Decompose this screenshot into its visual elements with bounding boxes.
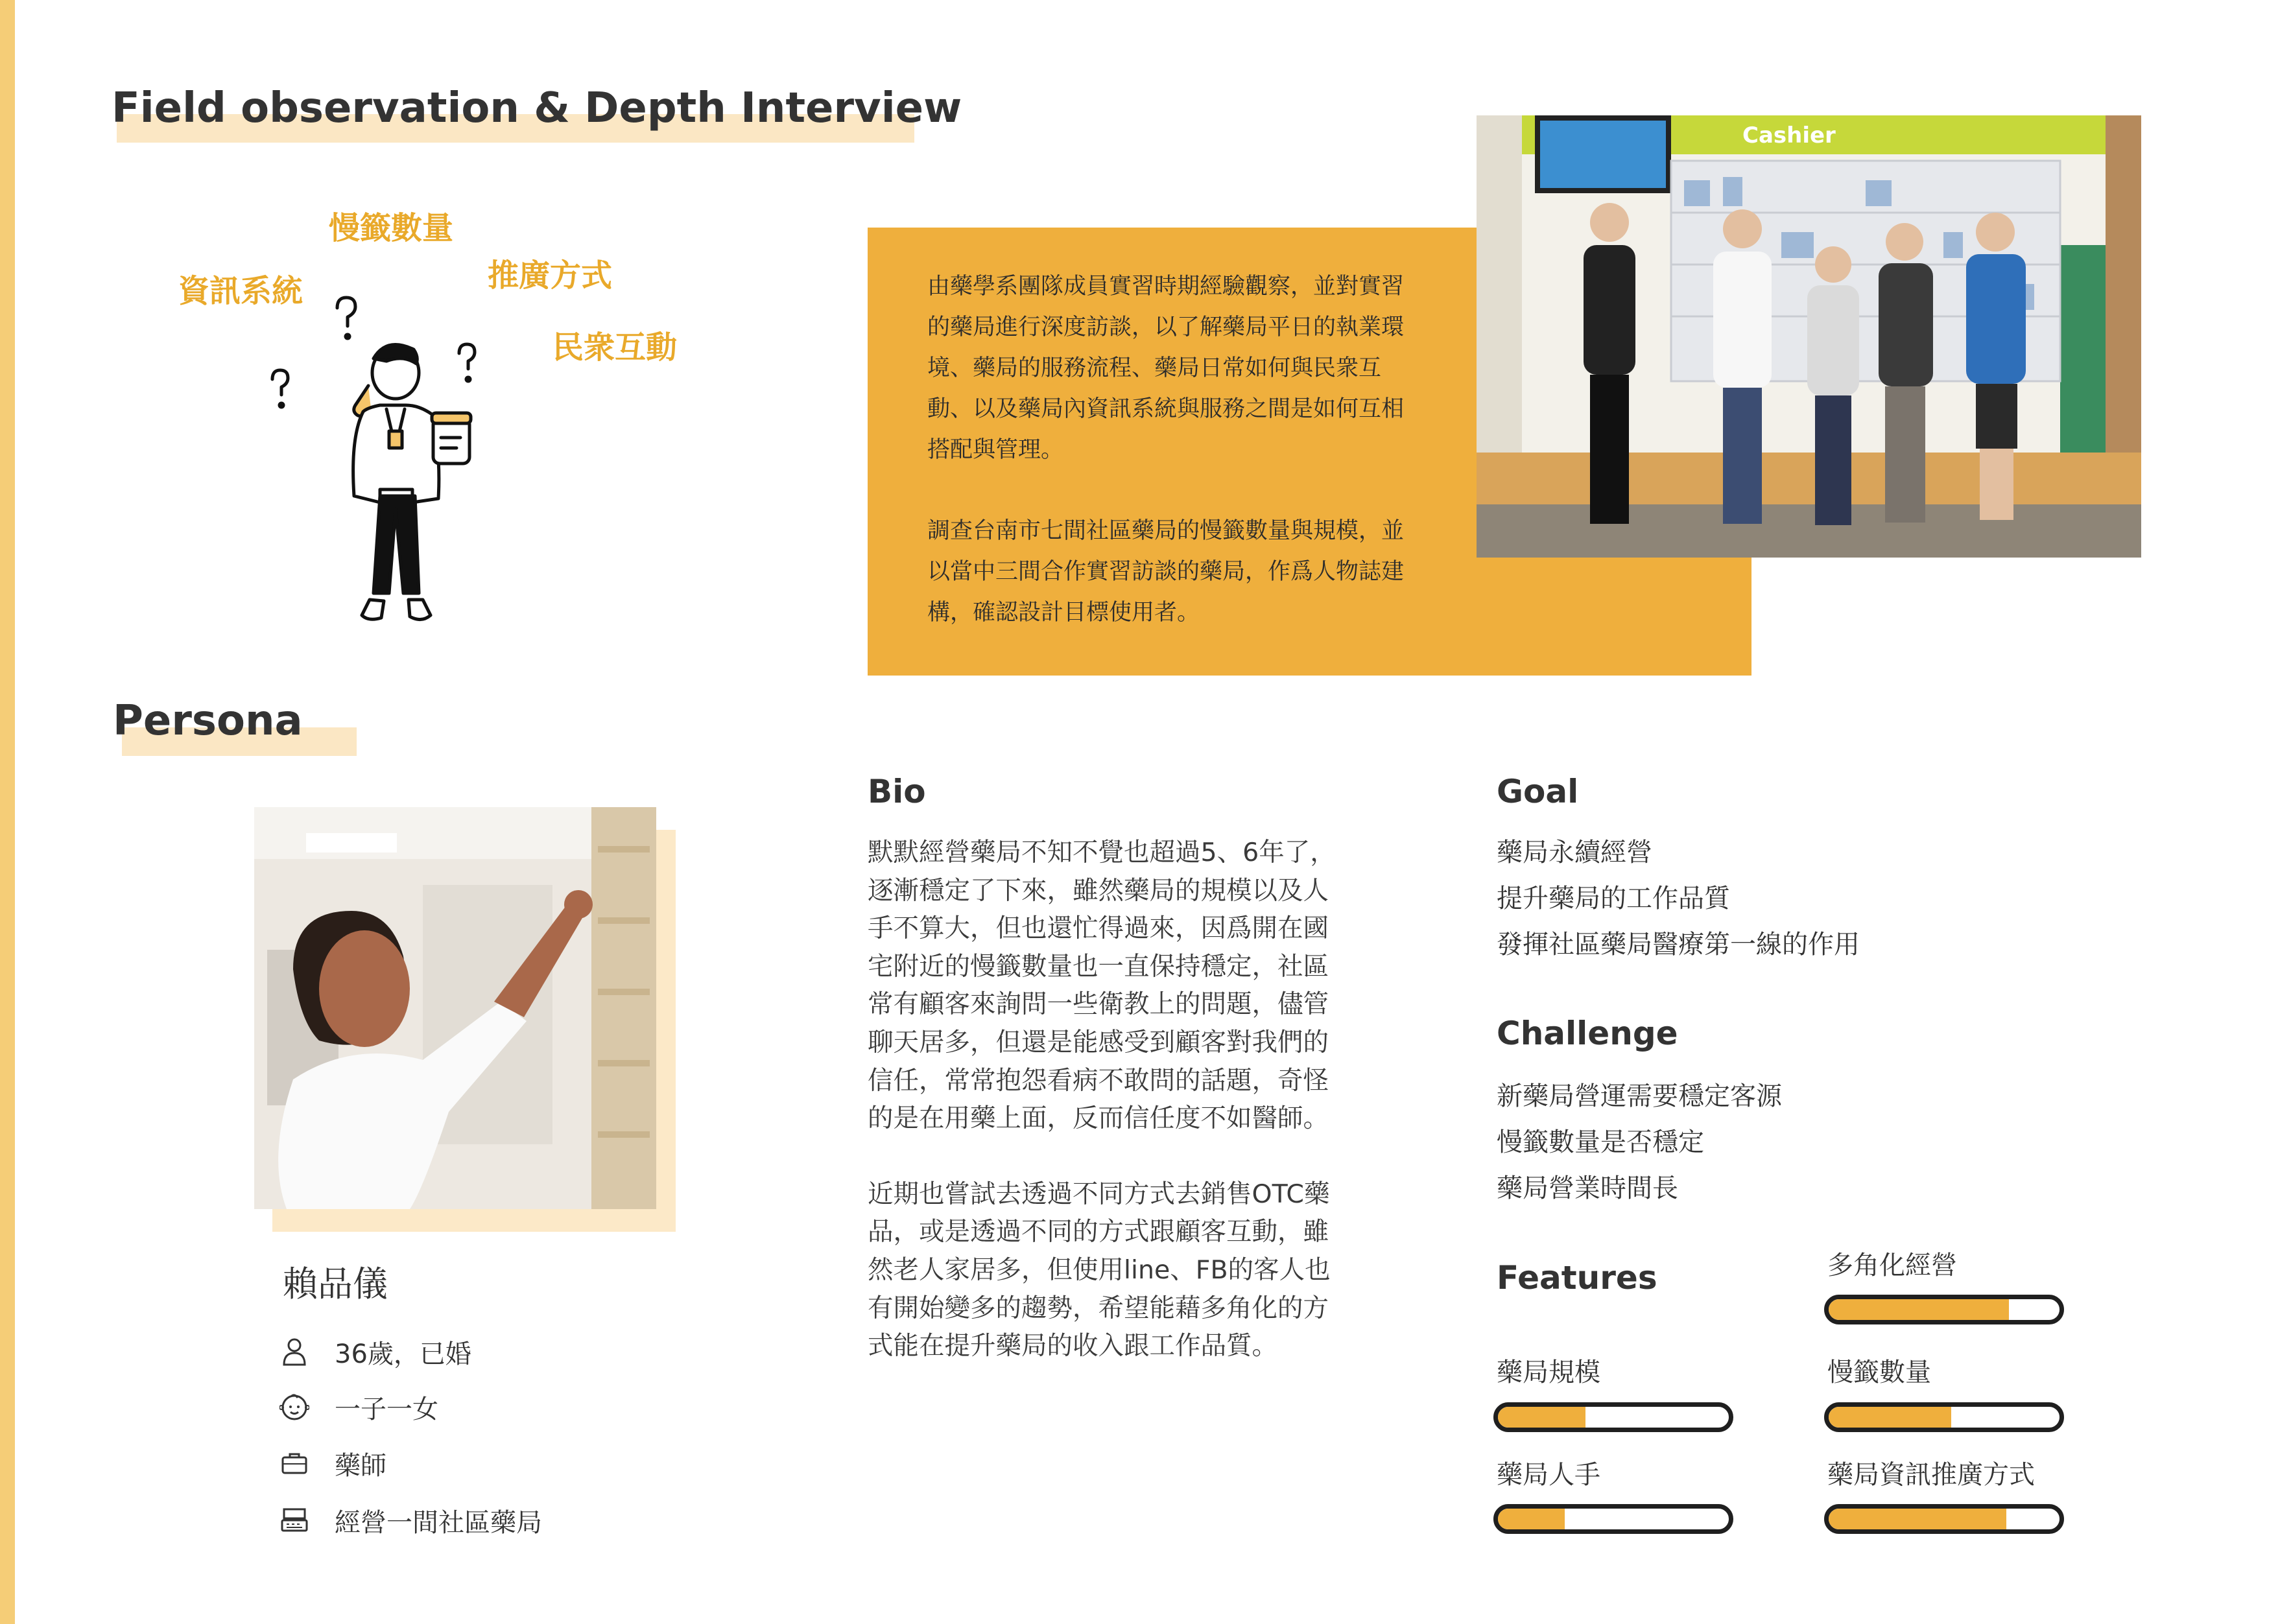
left-accent-stripe: [0, 0, 15, 1624]
challenge-list: [1497, 1074, 1782, 1212]
challenge-heading: Challenge: [1497, 1015, 1678, 1052]
feature-bar-fill: [1498, 1509, 1565, 1529]
info-row-age: [279, 1329, 471, 1374]
feature-bar-fill: [1829, 1407, 1951, 1428]
goal-list: [1497, 830, 1860, 968]
cashier-sign: Cashier: [1742, 123, 1836, 148]
feature-bar-scale: [1493, 1402, 1733, 1432]
briefcase-icon: [279, 1448, 310, 1479]
feature-bar-staff: [1493, 1504, 1733, 1534]
bio-paragraph: 近期也嘗試去透過不同方式去銷售OTC藥品，或是透過不同的方式跟顧客互動，雖然老人家居多，但使用line、FB的客人也有開始變多的趨勢，希望能藉多角化的方式能在提升藥局的收入跟工作品質。: [868, 1179, 1331, 1361]
feature-bar-chronic-rx: [1824, 1402, 2064, 1432]
bio-paragraph: 默默經營藥局不知不覺也超過5、6年了，逐漸穩定了下來，雖然藥局的規模以及人手不算大，但也還忙得過來，因爲開在國宅附近的慢籤數量也一直保持穩定，社區常有顧客來詢問一些衛教上的問題，儘管聊天居多，但還是能感受到顧客對我們的信任，常常抱怨看病不敢問的話題，奇怪的是在用藥上面，反而信任度不如醫師。: [868, 838, 1336, 1134]
description-text: [927, 266, 1407, 674]
description-paragraph: 由藥學系團隊成員實習時期經驗觀察，並對實習的藥局進行深度訪談，以了解藥局平日的執業環境、藥局的服務流程、藥局日常如何與民衆互動、以及藥局內資訊系統與服務之間是如何互相搭配與管理。: [927, 274, 1405, 463]
info-age-text: 36歲，已婚: [335, 1339, 471, 1369]
info-job-text: 藥師: [335, 1450, 386, 1481]
persona-photo-drawing: [254, 807, 656, 1209]
goal-heading: Goal: [1497, 773, 1579, 810]
feature-label-info-promotion: 藥局資訊推廣方式: [1827, 1460, 2035, 1490]
info-business-text: 經營一間社區藥局: [335, 1507, 542, 1538]
pharmacist-illustration: [259, 295, 519, 658]
challenge-item: 藥局營業時間長: [1497, 1173, 1678, 1203]
keyword-info-system: 資訊系統: [178, 273, 303, 309]
team-photo-drawing: [1477, 115, 2141, 558]
keyword-chronic-rx: 慢籤數量: [329, 210, 454, 246]
bio-text: [868, 834, 1347, 1403]
persona-photo: [254, 807, 656, 1209]
feature-bar-fill: [1829, 1299, 2009, 1320]
bio-heading: Bio: [868, 773, 926, 810]
keyword-interaction: 民衆互動: [552, 329, 678, 366]
feature-bar-diversification: [1824, 1295, 2064, 1324]
description-paragraph: 調查台南市七間社區藥局的慢籤數量與規模，並以當中三間合作實習訪談的藥局，作爲人物誌建構，確認設計目標使用者。: [927, 518, 1405, 626]
goal-item: 藥局永續經營: [1497, 838, 1652, 867]
feature-bar-info-promotion: [1824, 1504, 2064, 1534]
section-title-persona: Persona: [113, 697, 303, 745]
section-title-field-observation: Field observation & Depth Interview: [112, 84, 962, 132]
feature-label-chronic-rx: 慢籤數量: [1827, 1358, 1931, 1387]
challenge-item: 慢籤數量是否穩定: [1497, 1127, 1704, 1157]
feature-bar-fill: [1498, 1407, 1585, 1428]
cash-register-icon: [279, 1505, 310, 1536]
team-photo: [1477, 115, 2141, 558]
feature-label-scale: 藥局規模: [1497, 1358, 1600, 1387]
features-heading: Features: [1497, 1259, 1657, 1297]
challenge-item: 新藥局營運需要穩定客源: [1497, 1081, 1782, 1111]
info-row-children: [279, 1384, 438, 1430]
goal-item: 發揮社區藥局醫療第一線的作用: [1497, 930, 1860, 959]
info-children-text: 一子一女: [335, 1394, 438, 1424]
info-row-business: [279, 1498, 542, 1543]
persona-name: 賴品儀: [283, 1264, 388, 1304]
feature-label-staff: 藥局人手: [1497, 1460, 1600, 1490]
keyword-promotion: 推廣方式: [488, 257, 613, 294]
info-row-job: [279, 1441, 386, 1486]
baby-icon: [279, 1391, 310, 1422]
feature-bar-fill: [1829, 1509, 2006, 1529]
feature-label-diversification: 多角化經營: [1827, 1251, 1957, 1280]
person-icon: [279, 1336, 310, 1367]
goal-item: 提升藥局的工作品質: [1497, 884, 1730, 913]
